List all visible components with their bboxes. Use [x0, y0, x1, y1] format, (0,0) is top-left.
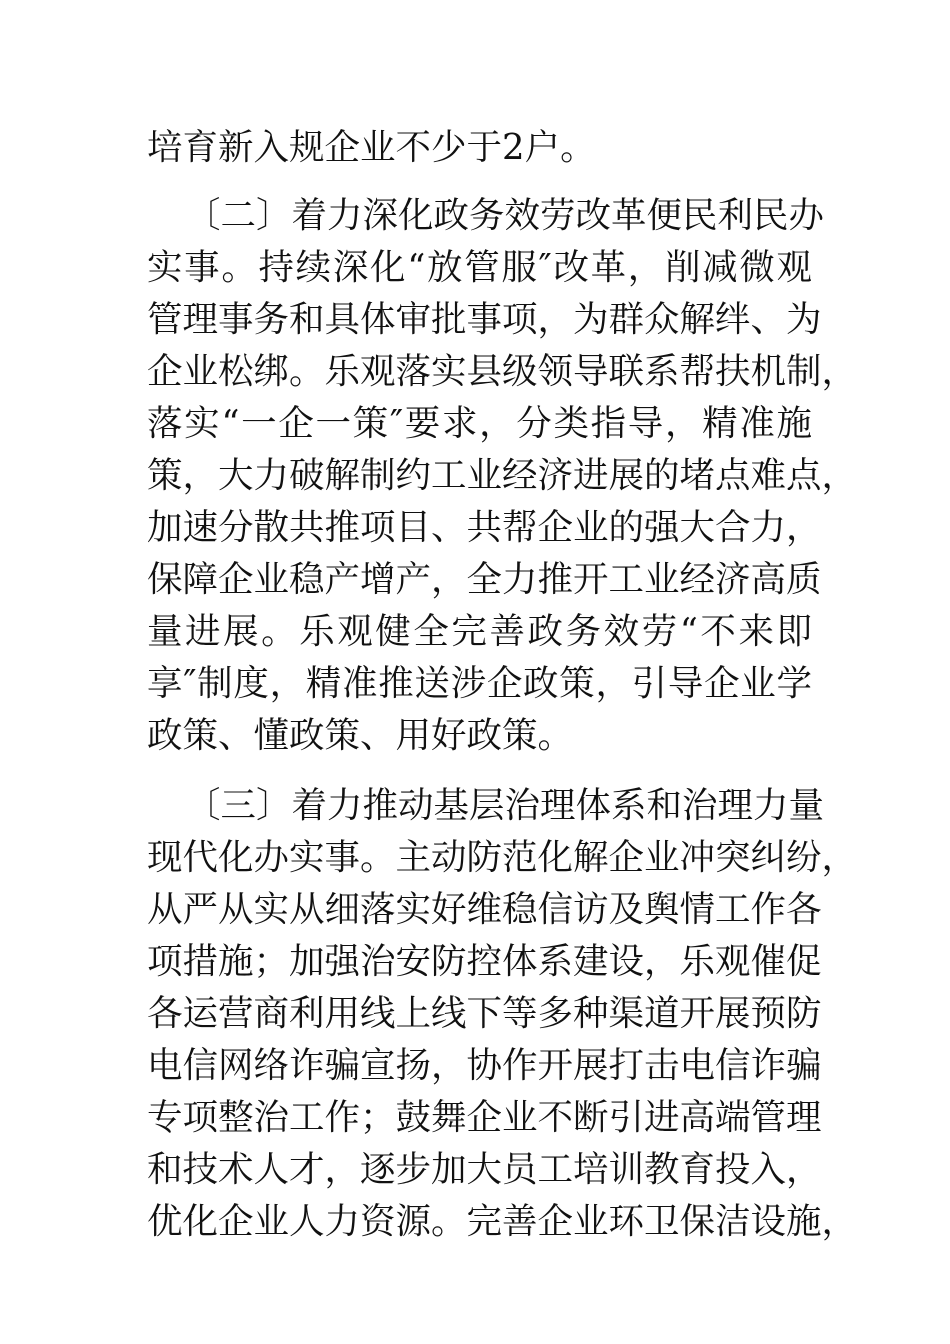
paragraph-line: 政策、懂政策、用好政策。	[147, 715, 574, 756]
paragraph-line: 加速分散共推项目、共帮企业的强大合力，	[147, 507, 822, 548]
paragraph-line: 管理事务和具体审批事项，为群众解绊、为	[147, 299, 822, 340]
paragraph-line: 和技术人才，逐步加大员工培训教育投入，	[147, 1149, 822, 1190]
paragraph-line: 电信网络诈骗宣扬，协作开展打击电信诈骗	[147, 1045, 822, 1086]
paragraph-line: 优化企业人力资源。完善企业环卫保洁设施，	[147, 1201, 858, 1242]
paragraph-line: 现代化办实事。主动防范化解企业冲突纠纷，	[147, 837, 858, 878]
paragraph-line: 项措施；加强治安防控体系建设，乐观催促	[147, 941, 822, 982]
intro-paragraph	[147, 122, 812, 174]
paragraph-line: 〔三〕着力推动基层治理体系和治理力量	[185, 785, 825, 826]
document-body	[147, 122, 858, 1248]
paragraph-line: 落实“一企一策″要求，分类指导，精准施	[147, 403, 812, 444]
paragraph-line: 企业松绑。乐观落实县级领导联系帮扶机制，	[147, 351, 858, 392]
paragraph-line: 保障企业稳产增产，全力推开工业经济高质	[147, 559, 822, 600]
paragraph-line: 专项整治工作；鼓舞企业不断引进高端管理	[147, 1097, 822, 1138]
paragraph-line: 享″制度，精准推送涉企政策，引导企业学	[147, 663, 812, 704]
paragraph-line: 从严从实从细落实好维稳信访及舆情工作各	[147, 889, 822, 930]
section-3-paragraph	[147, 780, 858, 1248]
section-2-paragraph	[147, 190, 858, 762]
paragraph-line: 培育新入规企业不少于2户。	[147, 127, 596, 168]
paragraph-line: 策，大力破解制约工业经济进展的堵点难点，	[147, 455, 858, 496]
paragraph-line: 各运营商利用线上线下等多种渠道开展预防	[147, 993, 822, 1034]
paragraph-line: 〔二〕着力深化政务效劳改革便民利民办	[185, 195, 825, 236]
paragraph-line: 量进展。乐观健全完善政务效劳“不来即	[147, 611, 812, 652]
paragraph-line: 实事。持续深化“放管服″改革，削减微观	[147, 247, 812, 288]
